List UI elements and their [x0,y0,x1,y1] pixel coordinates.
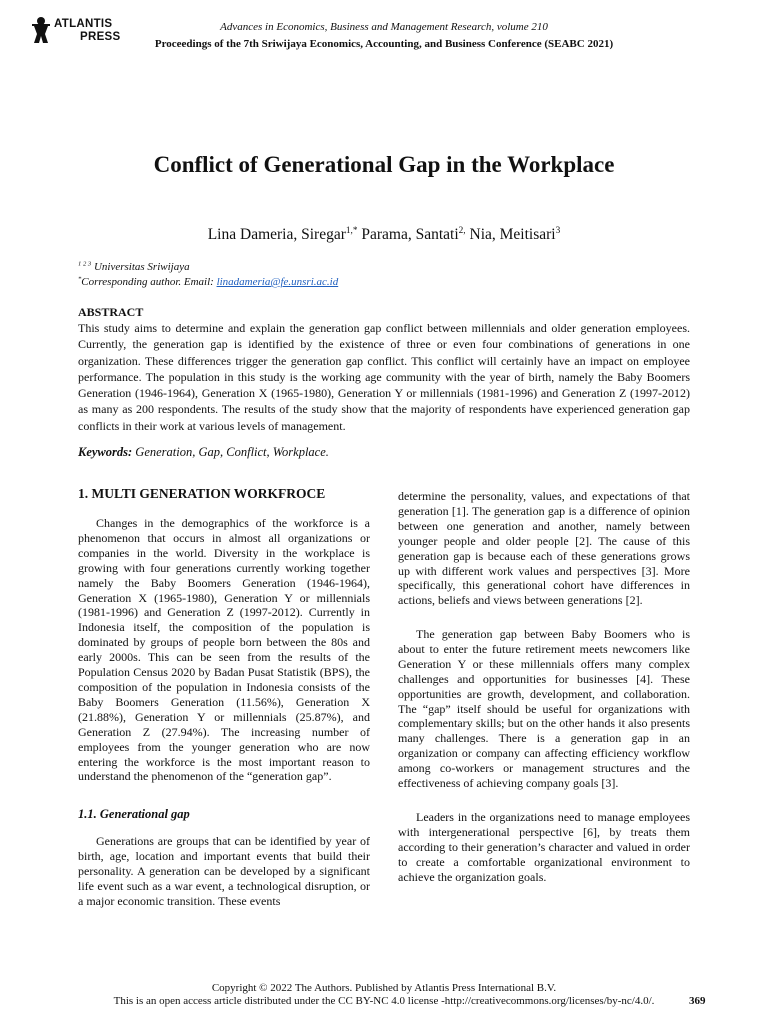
corresponding-author [78,275,338,290]
author-affiliation-mark: 3 [555,225,561,236]
author-name: Lina Dameria, Siregar [207,226,346,243]
subsection-heading: 1.1. Generational gap [78,807,190,821]
author-email-link[interactable]: linadameria@fe.unsri.ac.id [216,276,339,288]
author-name: Nia, Meitisari [465,226,556,243]
body-paragraph: Changes in the demographics of the workforce is a phenomenon that occurs in almost all organizations or companies in the world. Diversity in the workplace is growing with four generations currently working together namely the Baby Boomers Generation (1946-1964), Generation X (1965-1980), Generation Y or millennials (1981-1996) and Generation Z (1997-2012). Currently in Indonesia itself, the composition of the population is dominated by groups of people born between the 80s and early 2000s. This can be seen from the results of the Population Census 2020 by Badan Pusat Statistik (BPS), the composition of the population in Indonesia consists of the Baby Boomers Generation (11.56%), Generation X (21.88%), Generation Y or millennials (25.87%), and Generation Z (27.94%). The increasing number of employees from the younger generation who are now entering the workforce is the most important reason to understand the phenomenon of the “generation gap”. [78,516,370,784]
affiliation [78,260,338,275]
author-affiliation-mark: 1,* [345,225,358,236]
author-name: Parama, Santati [357,226,459,243]
proceedings-header: Proceedings of the 7th Sriwijaya Economics, Accounting, and Business Conference (SEABC 2021) [154,38,614,50]
copyright-notice: Copyright © 2022 The Authors. Published by Atlantis Press International B.V. [211,982,557,994]
license-notice: This is an open access article distributed under the CC BY-NC 4.0 license -http://creativecommons.org/licenses/by-nc/4.0/. [113,995,655,1007]
affiliation-text: Universitas Sriwijaya [91,261,190,273]
corresponding-mark: * [78,275,82,283]
keywords [78,445,329,460]
affiliation-mark: 1 2 3 [78,260,92,268]
series-header: Advances in Economics, Business and Management Research, volume 210 [220,21,548,33]
abstract-heading: ABSTRACT [78,305,144,319]
page-number: 369 [689,995,706,1007]
affiliation-block [78,260,338,290]
body-paragraph: Leaders in the organizations need to manage employees with intergenerational perspective [6], by treats them according to their generation’s character and valued in order to create a comfortable organizational environment to achieve the organization goals. [398,810,690,884]
body-paragraph: determine the personality, values, and expectations of that generation [1]. The generation gap is a difference of opinion between one generation and another, namely between younger people and older people [2]. The cause of this generation gap is because each of these generations grows up with different work values and perspectives [3]. More specifically, this generational cohort have differences in actions, beliefs and views between generations [2]. [398,489,690,608]
keywords-label: Keywords: [78,445,133,459]
keywords-list: Generation, Gap, Conflict, Workplace. [132,445,329,459]
logo-text-line1: ATLANTIS [54,18,113,30]
paper-title: Conflict of Generational Gap in the Workplace [153,152,615,177]
body-paragraph: The generation gap between Baby Boomers who is about to enter the future retirement meets newcomers like Generation Y or these millennials offers many complex challenges and opportunities for businesses [4]. These opportunities are growth, development, and collaboration. The “gap” itself should be useful for organizations with complementary skills; but on the other hands it also presents many challenges. There is a generation gap in an organization or company can affecting efficiency workflow among co-workers or management structures and the effectiveness of achieving company goals [3]. [398,627,690,791]
section-heading: 1. MULTI GENERATION WORKFROCE [78,486,326,501]
author-list [0,226,768,244]
logo-text-line2: PRESS [80,31,121,43]
abstract-text: This study aims to determine and explain the generation gap conflict between millennials and older generation employees. Currently, the generation gap is identified by the existence of three or even four combinations of generations in one organization. These differences trigger the generation gap conflict. This conflict will certainly have an impact on employee performance. The population in this study is the working age community with the year of birth, namely the Baby Boomers Generation (1946-1964), Generation X (1965-1980), Generation Y or millennials (1981-1996) and Generation Z (1997-2012) as many as 200 respondents. The results of the study show that the majority of respondents have experienced generation gap conflicts in their work at various levels of management. [78,321,690,433]
author-affiliation-mark: 2, [458,225,466,236]
body-paragraph: Generations are groups that can be identified by year of birth, age, location and important events that build their personality. A generation can be developed by a significant life event such as a war event, a technological disruption, or a major economic transition. These events [78,834,370,908]
corresponding-label: Corresponding author. Email: [81,276,217,288]
